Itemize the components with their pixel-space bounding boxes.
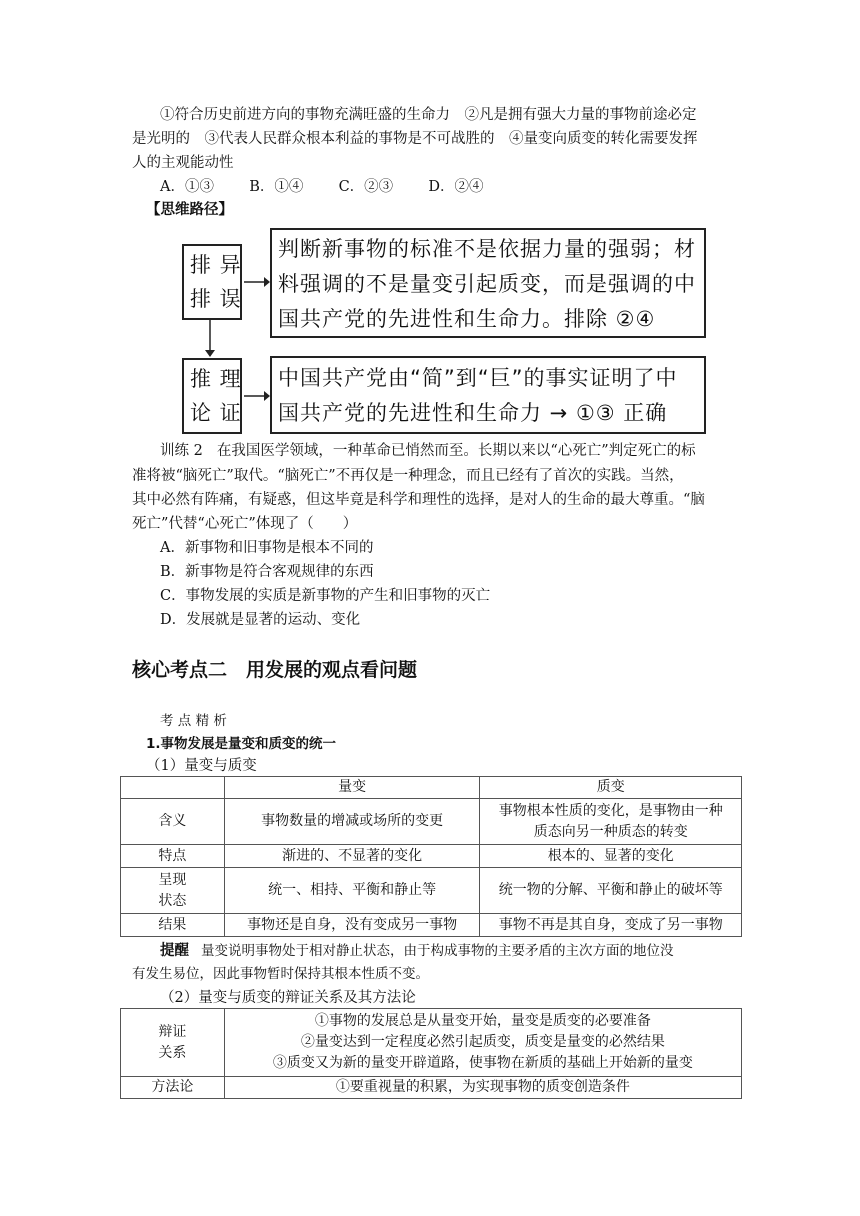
step1-label-line1: 排 异 (190, 253, 242, 277)
section-subtitle: 考 点 精 析 (160, 713, 227, 729)
table-row (121, 914, 742, 937)
row-quant: 事物数量的增减或场所的变更 (224, 799, 480, 845)
reminder-label: 提醒 (160, 943, 189, 959)
q2-lead: 训练 2 (160, 443, 203, 459)
row-label-line1: 呈现 (158, 871, 187, 888)
q1-option-b: B．①④ (249, 179, 304, 195)
q2-line1-text: 在我国医学领域，一种革命已悄然而至。长期以来以“心死亡”判定死亡的标 (216, 443, 696, 459)
arrow-down-icon (202, 320, 218, 358)
table-header-qual: 质变 (480, 777, 742, 799)
point1-heading: 1.事物发展是量变和质变的统一 (146, 736, 337, 752)
q2-line2: 准将被“脑死亡”取代。“脑死亡”不再仅是一种理念，而且已经有了首次的实践。当然， (132, 468, 684, 484)
arrow-right-icon (242, 386, 270, 406)
step1-label-line2: 排 误 (190, 287, 242, 311)
table-row (121, 1009, 742, 1077)
row-quant: 事物还是自身，没有变成另一事物 (224, 914, 480, 937)
sub2-heading: （2）量变与质变的辩证关系及其方法论 (160, 990, 416, 1006)
step2-label-box (182, 358, 242, 434)
step2-content-box (270, 356, 706, 434)
dialectic-line2: ②量变达到一定程度必然引起质变，质变是量变的必然结果 (300, 1034, 665, 1050)
table-row (121, 868, 742, 914)
row-qual (480, 799, 742, 845)
q2-option-c: C．事物发展的实质是新事物的产生和旧事物的灭亡 (160, 588, 491, 604)
step1-content-line3: 国共产党的先进性和生命力。排除 ②④ (278, 307, 656, 331)
arrow-right-icon (242, 272, 270, 292)
reminder-line2: 有发生易位，因此事物暂时保持其根本性质不变。 (132, 966, 429, 982)
dialectic-line1: ①事物的发展总是从量变开始，量变是质变的必要准备 (314, 1013, 651, 1029)
q1-line1: ①符合历史前进方向的事物充满旺盛的生命力 ②凡是拥有强大力量的事物前途必定 (160, 107, 697, 123)
step1-content-line2: 料强调的不是量变引起质变，而是强调的中 (278, 272, 696, 296)
step1-label-box (182, 244, 242, 320)
row-label-line1: 辩证 (158, 1023, 187, 1040)
row-label: 特点 (121, 845, 225, 868)
step2-content-line2: 国共产党的先进性和生命力 → ①③ 正确 (278, 401, 668, 425)
q1-line2: 是光明的 ③代表人民群众根本利益的事物是不可战胜的 ④量变向质变的转化需要发挥 (132, 131, 698, 147)
row-label (121, 868, 225, 914)
table-row (121, 845, 742, 868)
q2-option-a: A．新事物和旧事物是根本不同的 (160, 540, 374, 556)
step1-content-line1: 判断新事物的标准不是依据力量的强弱；材 (278, 237, 696, 261)
methodology-content: ①要重视量的积累，为实现事物的质变创造条件 (224, 1077, 741, 1099)
thinking-path-label: 【思维路径】 (146, 201, 233, 218)
q2-line1 (160, 440, 696, 462)
reminder-text1: 量变说明事物处于相对静止状态，由于构成事物的主要矛盾的主次方面的地位没 (201, 943, 674, 959)
step1-content-box (270, 228, 706, 338)
q1-option-d: D．②④ (428, 179, 484, 195)
row-label-line2: 关系 (158, 1044, 187, 1061)
row-label: 结果 (121, 914, 225, 937)
step2-label-line2: 论 证 (190, 401, 242, 425)
dialectic-line3: ③质变又为新的量变开辟道路，使事物在新质的基础上开始新的量变 (272, 1055, 693, 1071)
table-row (121, 799, 742, 845)
q1-options (160, 176, 484, 198)
row-label: 方法论 (121, 1077, 225, 1099)
quant-qual-table (120, 776, 742, 937)
step2-label-line1: 推 理 (190, 367, 242, 391)
q2-option-b: B．新事物是符合客观规律的东西 (160, 564, 374, 580)
reminder-line1 (160, 940, 674, 962)
q1-option-c: C．②③ (338, 179, 394, 195)
table-header-empty (121, 777, 225, 799)
row-label: 含义 (121, 799, 225, 845)
dialectic-content (224, 1009, 741, 1077)
row-qual-line2: 质态向另一种质态的转变 (533, 823, 688, 840)
row-qual-line1: 事物根本性质的变化，是事物由一种 (498, 802, 723, 819)
q1-line3: 人的主观能动性 (132, 155, 234, 171)
row-quant: 渐进的、不显著的变化 (224, 845, 480, 868)
q1-option-a: A．①③ (160, 179, 214, 195)
row-label-line2: 状态 (158, 892, 187, 909)
sub1-heading: （1）量变与质变 (146, 758, 257, 774)
table-row (121, 1077, 742, 1099)
row-label (121, 1009, 225, 1077)
q2-line4: 死亡”代替“心死亡”体现了（ ） (132, 516, 358, 532)
row-qual: 根本的、显著的变化 (480, 845, 742, 868)
q2-option-d: D．发展就是显著的运动、变化 (160, 612, 361, 628)
row-qual: 事物不再是其自身，变成了另一事物 (480, 914, 742, 937)
row-qual: 统一物的分解、平衡和静止的破坏等 (480, 868, 742, 914)
table-header-quant: 量变 (224, 777, 480, 799)
section-title: 核心考点二 用发展的观点看问题 (132, 659, 418, 681)
table-header-row (121, 777, 742, 799)
dialectic-table (120, 1008, 742, 1099)
row-quant: 统一、相持、平衡和静止等 (224, 868, 480, 914)
q2-line3: 其中必然有阵痛，有疑惑，但这毕竟是科学和理性的选择，是对人的生命的最大尊重。“脑 (132, 492, 705, 508)
step2-content-line1: 中国共产党由“简”到“巨”的事实证明了中 (278, 366, 678, 390)
